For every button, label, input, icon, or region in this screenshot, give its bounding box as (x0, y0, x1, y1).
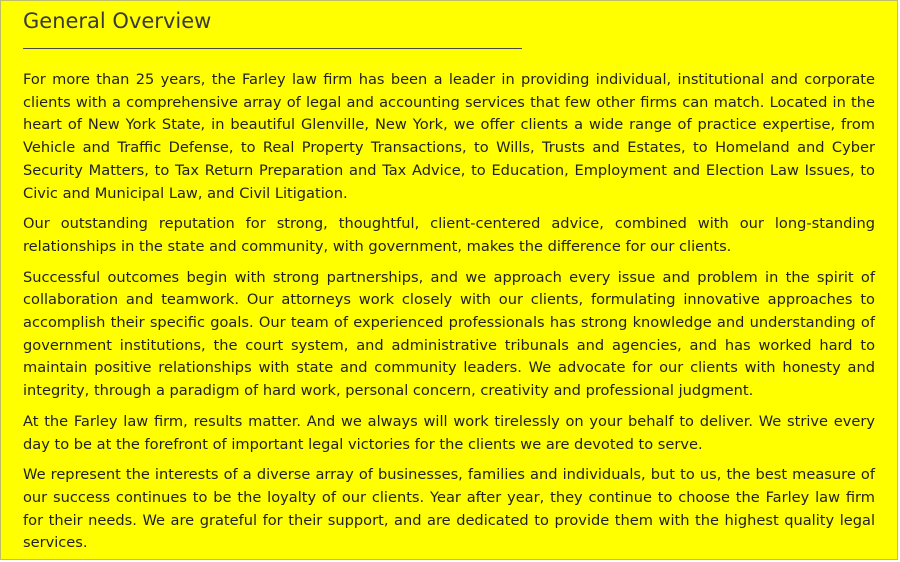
paragraph-partnerships: Successful outcomes begin with strong partnerships, and we approach every issue and problem in the spirit of collaboration and teamwork. Our attorneys work closely with our clients, formulating innovative approaches to accomplish their specific goals. Our team of experienced professionals has strong knowledge and understanding of government institutions, the court system, and administrative tribunals and agencies, and has worked hard to maintain positive relationships with state and community leaders. We advocate for our clients with honesty and integrity, through a paradigm of hard work, personal concern, creativity and professional judgment. (23, 268, 875, 400)
paragraph-results: At the Farley law firm, results matter. And we always will work tirelessly on your behalf to deliver. We strive every day to be at the forefront of important legal victories for the clients we are devoted to serve. (23, 412, 875, 453)
section-title: General Overview (23, 9, 212, 33)
overview-body (23, 69, 875, 560)
paragraph-intro: For more than 25 years, the Farley law firm has been a leader in providing individual, institutional and corporate clients with a comprehensive array of legal and accounting services that few other firms can match. Located in the heart of New York State, in beautiful Glenville, New York, we offer clients a wide range of practice expertise, from Vehicle and Traffic Defense, to Real Property Transactions, to Wills, Trusts and Estates, to Homeland and Cyber Security Matters, to Tax Return Preparation and Tax Advice, to Education, Employment and Election Law Issues, to Civic and Municipal Law, and Civil Litigation. (23, 71, 875, 202)
title-underline (23, 48, 522, 49)
paragraph-reputation: Our outstanding reputation for strong, thoughtful, client-centered advice, combined with our long-standing relationships in the state and community, with government, makes the difference for our clients. (23, 215, 875, 255)
paragraph-clients: We represent the interests of a diverse array of businesses, families and individuals, but to us, the best measure of our success continues to be the loyalty of our clients. Year after year, they continue to choose the Farley law firm for their needs. We are grateful for their support, and are dedicated to provide them with the highest quality legal services. (23, 466, 875, 552)
